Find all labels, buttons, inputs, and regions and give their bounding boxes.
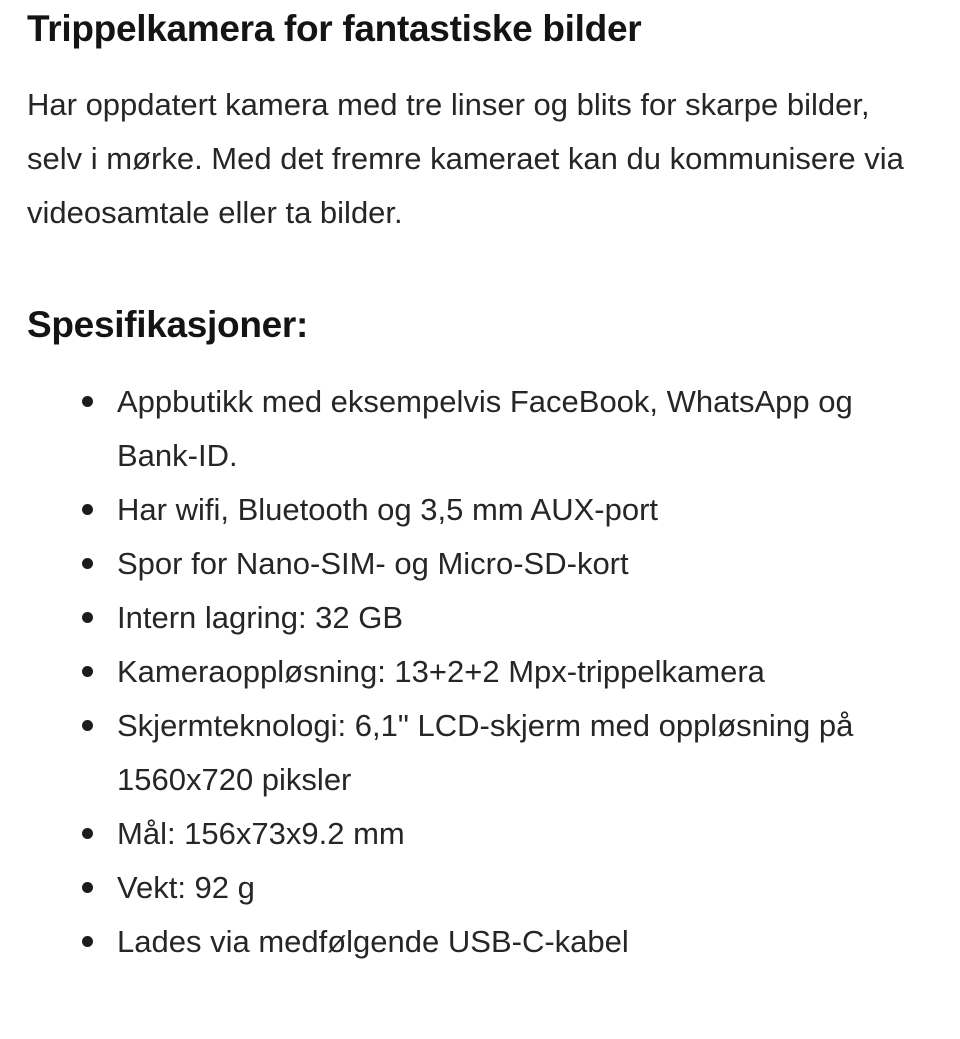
bullet-icon [82,612,93,623]
spec-text: Intern lagring: 32 GB [117,600,404,635]
specifications-heading: Spesifikasjoner: [27,304,309,345]
bullet-icon [82,504,93,515]
bullet-icon [82,666,93,677]
camera-description-text: Har oppdatert kamera med tre linser og blits for skarpe bilder, selv i mørke. Med det fremre kameraet kan du kommunisere via videosamtale eller ta bilder. [27,87,904,230]
spec-item-screen [27,699,937,807]
bullet-icon [82,558,93,569]
bullet-icon [82,882,93,893]
spec-text: Kameraoppløsning: 13+2+2 Mpx-trippelkamera [117,654,765,689]
spec-item-camera [27,645,937,699]
spec-text: Vekt: 92 g [117,870,255,905]
spec-text: Har wifi, Bluetooth og 3,5 mm AUX-port [117,492,659,527]
specifications-list [27,375,937,969]
spec-item-card-slots [27,537,937,591]
spec-item-app-store [27,375,937,483]
spec-text: Appbutikk med eksempelvis FaceBook, WhatsApp og Bank-ID. [117,384,853,473]
camera-section-heading: Trippelkamera for fantastiske bilder [27,8,642,49]
spec-item-weight [27,861,937,915]
spec-text: Mål: 156x73x9.2 mm [117,816,405,851]
bullet-icon [82,720,93,731]
bullet-icon [82,396,93,407]
spec-item-charging [27,915,937,969]
bullet-icon [82,936,93,947]
spec-text: Lades via medfølgende USB-C-kabel [117,924,629,959]
spec-item-connectivity [27,483,937,537]
spec-text: Skjermteknologi: 6,1" LCD-skjerm med oppløsning på 1560x720 piksler [117,708,854,797]
spec-text: Spor for Nano-SIM- og Micro-SD-kort [117,546,629,581]
spec-item-dimensions [27,807,937,861]
spec-item-storage [27,591,937,645]
bullet-icon [82,828,93,839]
